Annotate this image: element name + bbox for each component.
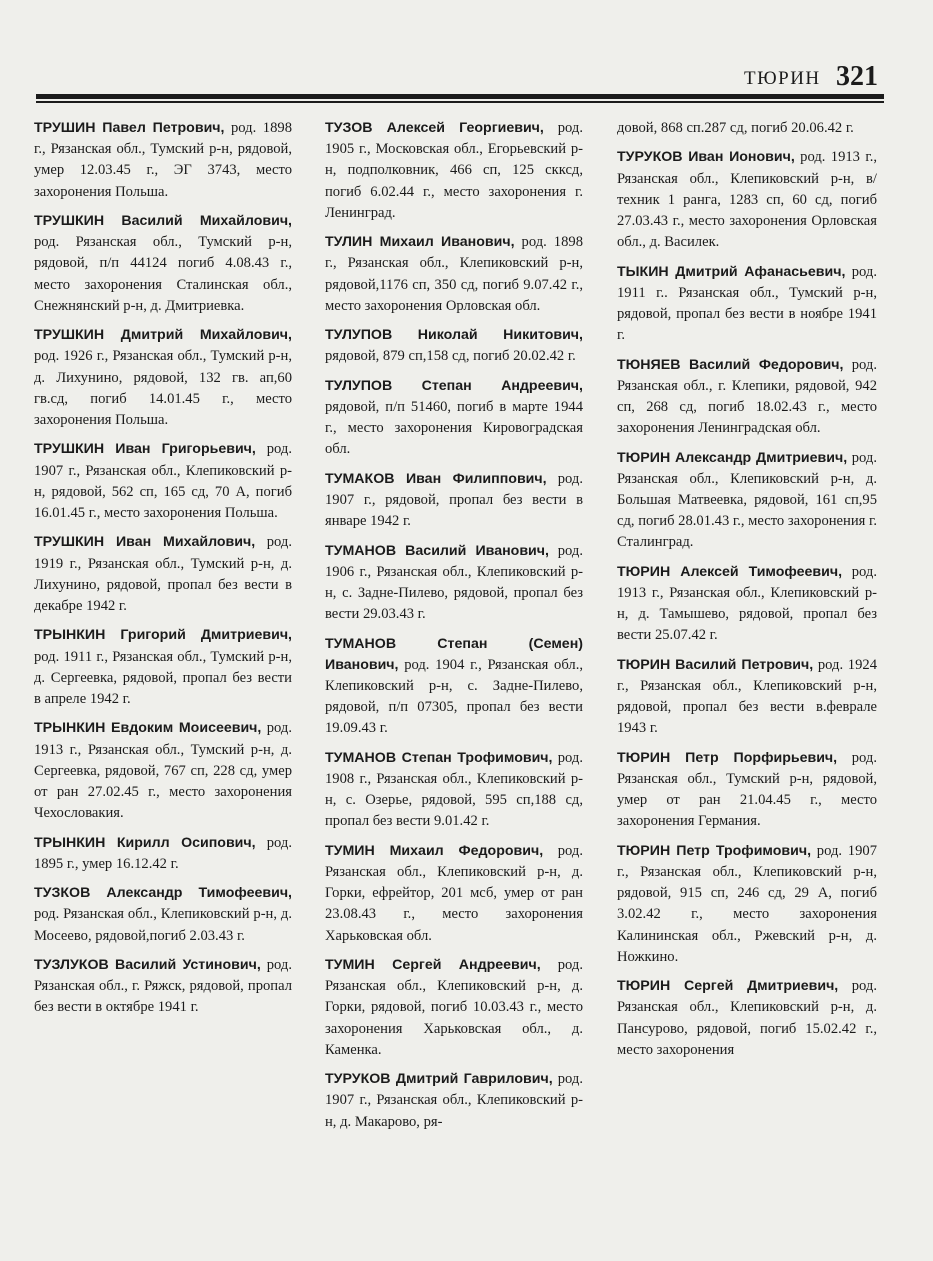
entry-name: ТРУШИН Павел Петрович, [34, 120, 225, 136]
entry [617, 262, 877, 347]
entry [617, 841, 877, 968]
entry-name: ТУРУКОВ Дмитрий Гаврилович, [325, 1071, 553, 1088]
entry-name: ТУЗКОВ Александр Тимофеевич, [34, 885, 292, 902]
entry-text: рядовой, п/п 51460, погиб в марте 1944 г., место захоронения Кировоградская обл. [325, 399, 583, 458]
entry-text: род. 1913 г., Рязанская обл., Тумский р-н, д. Сергеевка, рядовой, 767 сп, 228 сд, умер от ран 27.02.45 г., место захоронения Чехословакия. [34, 720, 292, 822]
entry [34, 833, 292, 875]
running-head-word: ТЮРИН [744, 68, 821, 89]
entry-text: род. Рязанская обл., Клепиковский р-н, д. Горки, ефрейтор, 201 мсб, умер от ран 23.08.43 г., место захоронения Харьковская обл. [325, 842, 583, 944]
entry-text: род. Рязанская обл., Клепиковский р-н, д. Пансурово, рядовой, погиб 15.02.42 г., место захоронения [617, 978, 877, 1058]
entry-text: род. 1913 г., Рязанская обл., Клепиковский р-н, в/техник 1 ранга, 1283 сп, 60 сд, погиб 27.03.43 г., место захоронения Орловская обл., д. Василек. [617, 149, 877, 251]
entry-name: ТЮРИН Василий Петрович, [617, 656, 814, 673]
entry [34, 532, 292, 617]
entry-text: род. Рязанская обл., Клепиковский р-н, д. Горки, рядовой, погиб 10.03.43 г., место захоронения Харьковская обл., д. Каменка. [325, 957, 583, 1058]
entry [617, 562, 877, 647]
entry-name: ТРУШКИН Василий Михайлович, [34, 213, 292, 229]
entry [34, 718, 292, 824]
entry-name: ТРЫНКИН Евдоким Моисеевич, [34, 720, 262, 737]
entry [34, 439, 292, 524]
entry-name: ТУЛИН Михаил Иванович, [325, 234, 515, 251]
entry-text: род. 1913 г., Рязанская обл., Клепиковский р-н, д. Тамышево, рядовой, пропал без вести 25.07.42 г. [617, 563, 877, 644]
entry [325, 325, 583, 367]
column-3 [617, 118, 877, 1069]
entry-name: ТУМАНОВ Степан (Семен) Иванович, [325, 635, 583, 673]
entry-text: род. Рязанская обл., г. Ряжск, рядовой, пропал без вести в октябре 1941 г. [34, 957, 292, 1016]
entry-text: род. Рязанская обл., Клепиковский р-н, д. Большая Матвеевка, рядовой, 161 сп,95 сд, погиб 28.01.43 г., место захоронения г. Сталинград. [617, 449, 877, 551]
entry-continuation: довой, 868 сп.287 сд, погиб 20.06.42 г. [617, 120, 854, 136]
entry-text: род. 1898 г., Рязанская обл., Клепиковский р-н, рядовой,1176 сп, 350 сд, погиб 9.07.42 г., место захоронения Орловская обл. [325, 234, 583, 314]
entry-name: ТУРУКОВ Иван Ионович, [617, 149, 795, 166]
entry [34, 625, 292, 710]
entry-text: род. 1907 г., Рязанская обл., Клепиковский р-н, рядовой, 562 сп, 165 сд, 70 А, погиб 16.01.45 г., место захоронения Польша. [34, 441, 292, 522]
entry [325, 118, 583, 224]
entry-text: род. 1907 г., рядовой, пропал без вести в январе 1942 г. [325, 470, 583, 530]
entry [34, 883, 292, 947]
entry-text: род. 1926 г., Рязанская обл., Тумский р-н, д. Лихунино, рядовой, 132 гв. ап,60 гв.сд, погиб 14.01.45 г., место захоронения Польша. [34, 348, 292, 429]
entry-name: ТУМАКОВ Иван Филиппович, [325, 470, 547, 487]
entry-text: рядовой, 879 сп,158 сд, погиб 20.02.42 г. [325, 348, 576, 365]
entry [325, 841, 583, 947]
entry [325, 376, 583, 461]
entry-name: ТЮРИН Петр Порфирьевич, [617, 749, 838, 766]
entry-name: ТЫКИН Дмитрий Афанасьевич, [617, 263, 846, 280]
entry-name: ТУЛУПОВ Николай Никитович, [325, 327, 583, 344]
entry-text: род. 1919 г., Рязанская обл., Тумский р-н, д. Лихунино, рядовой, пропал без вести в декабре 1942 г. [34, 534, 292, 615]
page-number: 321 [836, 61, 878, 92]
entry-text: род. Рязанская обл., Клепиковский р-н, д. Мосеево, рядовой,погиб 2.03.43 г. [34, 906, 292, 944]
entry [325, 232, 583, 317]
entry-text: род. 1908 г., Рязанская обл., Клепиковский р-н, с. Озерье, рядовой, 595 сп,188 сд, пропал без вести 9.01.42 г. [325, 749, 583, 830]
entry-text: род. 1911 г.. Рязанская обл., Тумский р-н, рядовой, пропал без вести в ноябре 1941 г. [617, 263, 877, 344]
entry-text: род. Рязанская обл., Тумский р-н, рядовой, умер от ран 21.04.45 г., место захоронения Германия. [617, 749, 877, 830]
entry [325, 955, 583, 1061]
entry [325, 634, 583, 740]
entry-name: ТЮРИН Сергей Дмитриевич, [617, 978, 839, 995]
entry [34, 955, 292, 1019]
entry-name: ТЮРИН Александр Дмитриевич, [617, 449, 848, 466]
entry [617, 448, 877, 554]
entry-text: род. 1907 г., Рязанская обл., Клепиковский р-н, рядовой, 915 сп, 246 сд, 29 А, погиб 3.02.42 г., место захоронения Калининская обл., Ржевский р-н, д. Ножкино. [617, 842, 877, 965]
entry [325, 748, 583, 833]
entry-text: род. 1906 г., Рязанская обл., Клепиковский р-н, с. Задне-Пилево, рядовой, пропал без вести 29.03.43 г. [325, 542, 583, 623]
entry-name: ТУЗЛУКОВ Василий Устинович, [34, 957, 261, 973]
entry-name: ТЮРИН Алексей Тимофеевич, [617, 563, 843, 580]
entry-name: ТРУШКИН Иван Михайлович, [34, 534, 256, 551]
entry-text: род. 1895 г., умер 16.12.42 г. [34, 834, 292, 872]
entry-name: ТРЫНКИН Григорий Дмитриевич, [34, 627, 292, 644]
entry [617, 748, 877, 833]
entry-name: ТЮНЯЕВ Василий Федорович, [617, 356, 844, 373]
entry [325, 1069, 583, 1133]
entry-name: ТРУШКИН Дмитрий Михайлович, [34, 327, 292, 344]
entry-text: род. Рязанская обл., г. Клепики, рядовой, 942 сп, 268 сд, погиб 18.02.43 г., место захоронения Ленинградская обл. [617, 356, 877, 437]
entry [617, 147, 877, 253]
entry-name: ТУМИН Сергей Андреевич, [325, 957, 541, 973]
entry-name: ТУЗОВ Алексей Георгиевич, [325, 120, 544, 136]
entry [617, 655, 877, 740]
entry-name: ТУМАНОВ Василий Иванович, [325, 542, 549, 559]
header-rule-thin [36, 101, 884, 103]
entry-name: ТУЛУПОВ Степан Андреевич, [325, 377, 583, 394]
entry [34, 325, 292, 431]
entry-text: род. Рязанская обл., Тумский р-н, рядовой, п/п 44124 погиб 4.08.43 г., место захоронения Сталинская обл., Снежнянский р-н, д. Дмитриевка. [34, 234, 292, 314]
entry-name: ТРУШКИН Иван Григорьевич, [34, 441, 256, 458]
entry [617, 976, 877, 1061]
entry-name: ТУМАНОВ Степан Трофимович, [325, 749, 553, 766]
entry-text: род. 1924 г., Рязанская обл., Клепиковский р-н, рядовой, пропал без вести в.феврале 1943 г. [617, 656, 877, 737]
entry [34, 118, 292, 203]
entry-text: род. 1905 г., Московская обл., Егорьевский р-н, подполковник, 466 сп, 125 скксд, погиб 6.02.44 г., место захоронения г. Ленинград. [325, 120, 583, 221]
entry [325, 541, 583, 626]
column-2 [325, 118, 583, 1141]
entry-name: ТЮРИН Петр Трофимович, [617, 842, 812, 859]
entry-text: род. 1911 г., Рязанская обл., Тумский р-н, д. Сергеевка, рядовой, пропал без вести в апреле 1942 г. [34, 648, 292, 708]
entry [325, 469, 583, 533]
entry-name: ТУМИН Михаил Федорович, [325, 842, 544, 859]
entry-text: род. 1907 г., Рязанская обл., Клепиковский р-н, д. Макарово, ря- [325, 1071, 583, 1130]
entry-name: ТРЫНКИН Кирилл Осипович, [34, 834, 256, 851]
column-1 [34, 118, 292, 1027]
entry [617, 355, 877, 440]
entry [34, 211, 292, 317]
header-rule-thick [36, 94, 884, 99]
entry-text: род. 1904 г., Рязанская обл., Клепиковский р-н, с. Задне-Пилево, рядовой, п/п 07305, пропал без вести 19.09.43 г. [325, 656, 583, 737]
entry-text: род. 1898 г., Рязанская обл., Тумский р-н, рядовой, умер 12.03.45 г., ЭГ 3743, место захоронения Польша. [34, 120, 292, 200]
